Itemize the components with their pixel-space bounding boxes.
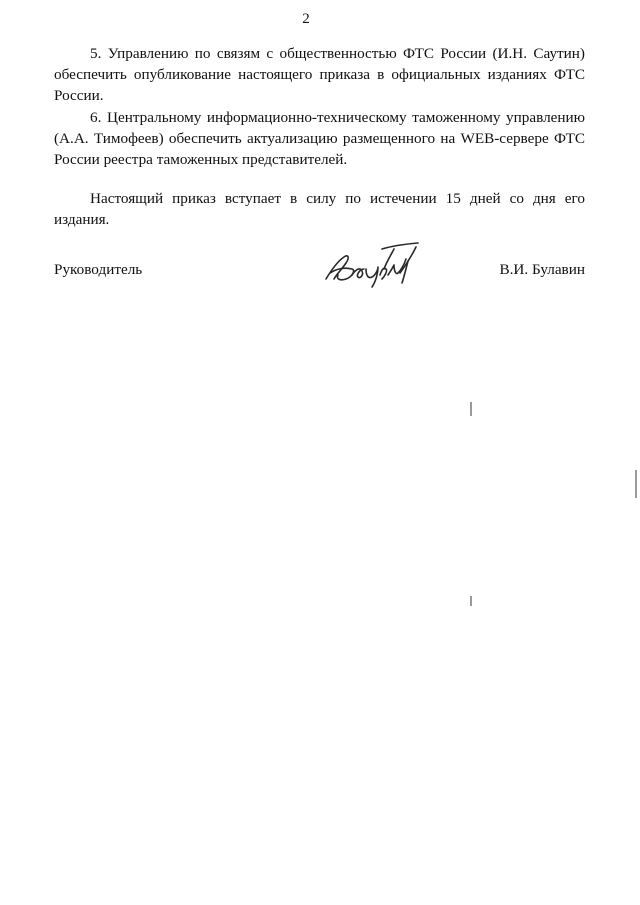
scan-artifact bbox=[470, 402, 472, 416]
signer-title: Руководитель bbox=[54, 261, 143, 278]
scan-artifact bbox=[635, 470, 637, 498]
paragraph-effective-date: Настоящий приказ вступает в силу по истечении 15 дней со дня его издания. bbox=[54, 190, 585, 228]
handwritten-signature bbox=[322, 239, 422, 291]
signer-name: В.И. Булавин bbox=[499, 261, 585, 278]
paragraph-item-5: 5. Управлению по связям с общественностью ФТС России (И.Н. Саутин) обеспечить опубликование настоящего приказа в официальных изданиях ФТС России. bbox=[54, 45, 585, 104]
paragraph-item-6: 6. Центральному информационно-техническому таможенному управлению (А.А. Тимофеев) обеспечить актуализацию размещенного на WEB-сервере ФТС России реестра таможенных представителей. bbox=[54, 109, 585, 168]
page-number: 2 bbox=[302, 11, 310, 27]
scan-artifact bbox=[470, 596, 472, 606]
signature-block bbox=[54, 259, 585, 299]
